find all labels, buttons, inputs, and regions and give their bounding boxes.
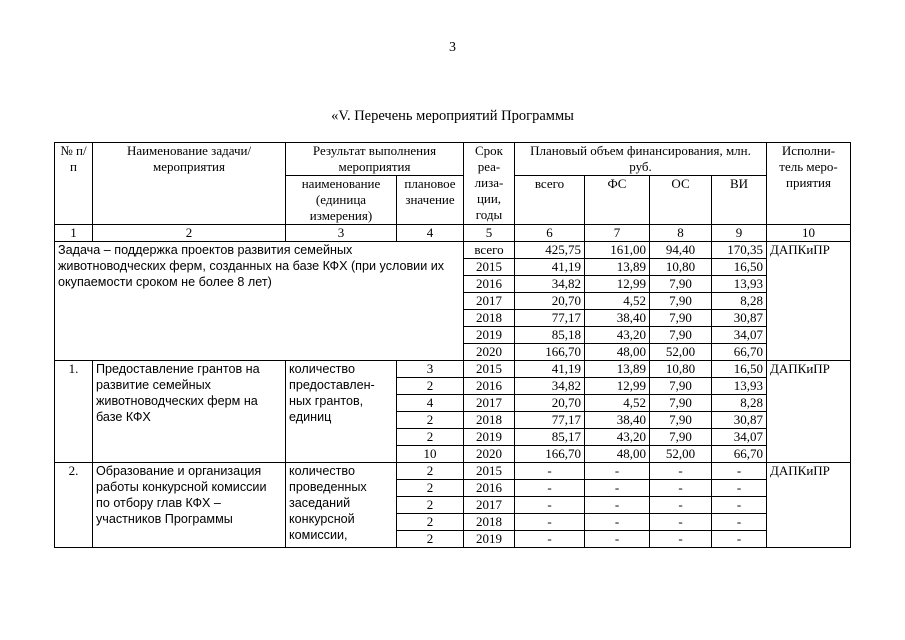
measure-vi: 13,93 <box>712 378 767 395</box>
measure-total: 20,70 <box>515 395 585 412</box>
task-os: 7,90 <box>650 327 712 344</box>
task-os: 10,80 <box>650 259 712 276</box>
measure-vi: - <box>712 531 767 548</box>
measure-fs: 43,20 <box>585 429 650 446</box>
measure-plan: 2 <box>397 531 464 548</box>
measure-fs: 4,52 <box>585 395 650 412</box>
header-result: Результат выполнения мероприятия <box>286 143 464 176</box>
page-number: 3 <box>449 40 456 55</box>
task-fs: 13,89 <box>585 259 650 276</box>
task-total: 425,75 <box>515 242 585 259</box>
measure-os: 7,90 <box>650 395 712 412</box>
measure-fs: 13,89 <box>585 361 650 378</box>
measure-year: 2017 <box>464 497 515 514</box>
col-number: 9 <box>712 225 767 242</box>
task-fs: 43,20 <box>585 327 650 344</box>
task-vi: 13,93 <box>712 276 767 293</box>
measure-vi: 66,70 <box>712 446 767 463</box>
measure-num: 2. <box>55 463 93 548</box>
col-number: 6 <box>515 225 585 242</box>
task-year: 2017 <box>464 293 515 310</box>
measure-vi: 8,28 <box>712 395 767 412</box>
measure-year: 2019 <box>464 531 515 548</box>
task-os: 7,90 <box>650 293 712 310</box>
task-total: 77,17 <box>515 310 585 327</box>
measure-os: 7,90 <box>650 429 712 446</box>
measure-year: 2018 <box>464 412 515 429</box>
column-numbers-row <box>55 225 851 242</box>
measure-total: - <box>515 531 585 548</box>
measure-result-name: количество проведенных заседаний конкурсной комиссии, <box>286 463 397 548</box>
measure-plan: 2 <box>397 378 464 395</box>
measures-table <box>54 142 851 548</box>
task-total: 20,70 <box>515 293 585 310</box>
measure-year: 2015 <box>464 361 515 378</box>
measure-os: - <box>650 497 712 514</box>
task-fs: 161,00 <box>585 242 650 259</box>
col-number: 10 <box>767 225 851 242</box>
measure-total: - <box>515 463 585 480</box>
task-total: 85,18 <box>515 327 585 344</box>
measure-os: - <box>650 514 712 531</box>
task-vi: 170,35 <box>712 242 767 259</box>
header-fs: ФС <box>585 176 650 225</box>
measure-fs: - <box>585 531 650 548</box>
task-year: всего <box>464 242 515 259</box>
task-vi: 30,87 <box>712 310 767 327</box>
header-num: № п/п <box>55 143 93 225</box>
task-row <box>55 242 851 259</box>
measure-os: - <box>650 531 712 548</box>
measure-row <box>55 463 851 480</box>
task-vi: 66,70 <box>712 344 767 361</box>
header-executor: Исполни-тель меро-приятия <box>767 143 851 225</box>
header-result-name: наименование (единица измерения) <box>286 176 397 225</box>
measure-vi: 34,07 <box>712 429 767 446</box>
measure-vi: - <box>712 497 767 514</box>
measure-fs: - <box>585 514 650 531</box>
header-finance: Плановый объем финансирования, млн. руб. <box>515 143 767 176</box>
measure-year: 2019 <box>464 429 515 446</box>
measure-fs: - <box>585 463 650 480</box>
measure-year: 2020 <box>464 446 515 463</box>
measure-plan: 2 <box>397 412 464 429</box>
task-fs: 4,52 <box>585 293 650 310</box>
measure-plan: 2 <box>397 463 464 480</box>
measure-executor: ДАПКиПР <box>767 361 851 463</box>
measure-total: 41,19 <box>515 361 585 378</box>
task-executor: ДАПКиПР <box>767 242 851 361</box>
measure-name: Предоставление грантов на развитие семейных животноводческих ферм на базе КФХ <box>93 361 286 463</box>
header-result-plan: плановое значение <box>397 176 464 225</box>
task-text: Задача – поддержка проектов развития семейных животноводческих ферм, созданных на базе КФХ (при условии их окупаемости сроком не более 8 лет) <box>55 242 464 361</box>
task-total: 166,70 <box>515 344 585 361</box>
task-fs: 38,40 <box>585 310 650 327</box>
measure-total: - <box>515 497 585 514</box>
task-year: 2019 <box>464 327 515 344</box>
task-total: 41,19 <box>515 259 585 276</box>
measure-year: 2018 <box>464 514 515 531</box>
task-fs: 12,99 <box>585 276 650 293</box>
measure-os: 7,90 <box>650 378 712 395</box>
task-os: 7,90 <box>650 310 712 327</box>
task-year: 2016 <box>464 276 515 293</box>
measure-os: - <box>650 463 712 480</box>
measure-os: - <box>650 480 712 497</box>
measure-os: 7,90 <box>650 412 712 429</box>
measure-plan: 2 <box>397 514 464 531</box>
measure-plan: 2 <box>397 497 464 514</box>
measure-vi: 30,87 <box>712 412 767 429</box>
task-year: 2020 <box>464 344 515 361</box>
task-year: 2015 <box>464 259 515 276</box>
col-number: 2 <box>93 225 286 242</box>
header-os: ОС <box>650 176 712 225</box>
measure-row <box>55 361 851 378</box>
task-vi: 8,28 <box>712 293 767 310</box>
measure-name: Образование и организация работы конкурсной комиссии по отбору глав КФХ – участников Программы <box>93 463 286 548</box>
task-vi: 34,07 <box>712 327 767 344</box>
header-vi: ВИ <box>712 176 767 225</box>
header-name: Наименование задачи/мероприятия <box>93 143 286 225</box>
document-title: «V. Перечень мероприятий Программы <box>331 108 574 124</box>
task-vi: 16,50 <box>712 259 767 276</box>
task-os: 94,40 <box>650 242 712 259</box>
measure-plan: 3 <box>397 361 464 378</box>
measure-executor: ДАПКиПР <box>767 463 851 548</box>
measure-total: 34,82 <box>515 378 585 395</box>
measure-vi: 16,50 <box>712 361 767 378</box>
measure-vi: - <box>712 480 767 497</box>
measure-total: - <box>515 480 585 497</box>
measure-year: 2017 <box>464 395 515 412</box>
measure-total: 166,70 <box>515 446 585 463</box>
col-number: 8 <box>650 225 712 242</box>
measure-plan: 10 <box>397 446 464 463</box>
measure-result-name: количество предоставлен-ных грантов, единиц <box>286 361 397 463</box>
task-year: 2018 <box>464 310 515 327</box>
measure-year: 2015 <box>464 463 515 480</box>
task-os: 52,00 <box>650 344 712 361</box>
col-number: 7 <box>585 225 650 242</box>
col-number: 5 <box>464 225 515 242</box>
measure-vi: - <box>712 514 767 531</box>
measure-fs: 48,00 <box>585 446 650 463</box>
col-number: 3 <box>286 225 397 242</box>
task-os: 7,90 <box>650 276 712 293</box>
measure-plan: 2 <box>397 429 464 446</box>
header-term: Срок реа-лиза-ции, годы <box>464 143 515 225</box>
measure-os: 52,00 <box>650 446 712 463</box>
col-number: 1 <box>55 225 93 242</box>
measure-fs: 12,99 <box>585 378 650 395</box>
measure-num: 1. <box>55 361 93 463</box>
measure-plan: 2 <box>397 480 464 497</box>
measure-total: 85,17 <box>515 429 585 446</box>
task-total: 34,82 <box>515 276 585 293</box>
measure-year: 2016 <box>464 480 515 497</box>
measure-fs: - <box>585 480 650 497</box>
measure-fs: 38,40 <box>585 412 650 429</box>
measure-total: 77,17 <box>515 412 585 429</box>
measure-os: 10,80 <box>650 361 712 378</box>
measure-vi: - <box>712 463 767 480</box>
header-total: всего <box>515 176 585 225</box>
col-number: 4 <box>397 225 464 242</box>
task-fs: 48,00 <box>585 344 650 361</box>
measure-plan: 4 <box>397 395 464 412</box>
measure-fs: - <box>585 497 650 514</box>
measure-total: - <box>515 514 585 531</box>
measure-year: 2016 <box>464 378 515 395</box>
